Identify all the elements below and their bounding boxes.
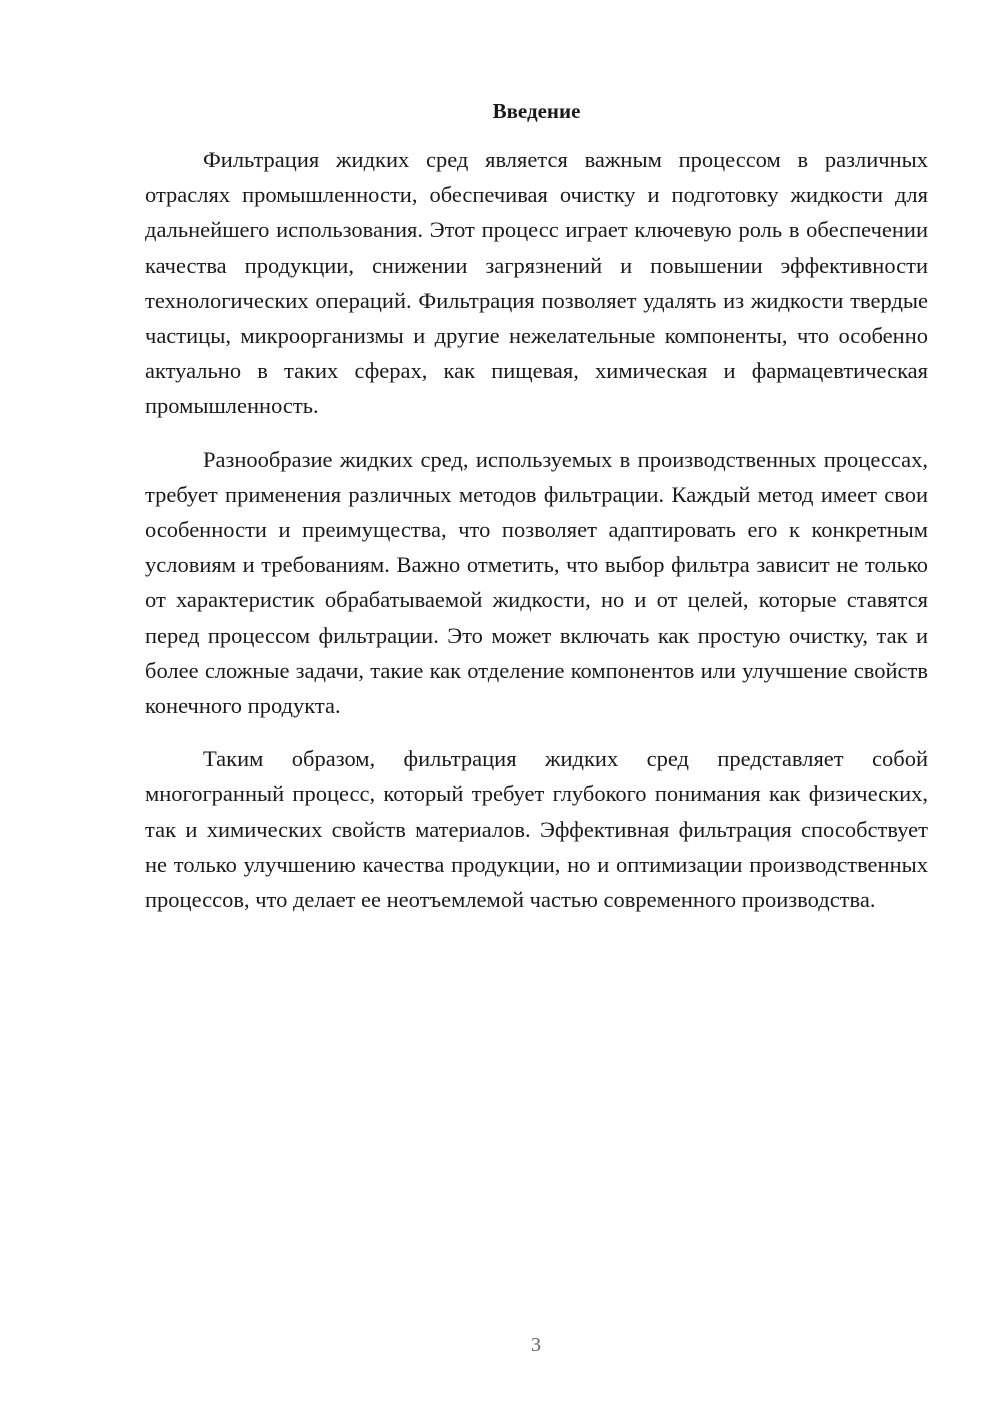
paragraph-2: Разнообразие жидких сред, используемых в производственных процессах, требует применения различных методов фильтрации. Каждый метод имеет свои особенности и преимущества, что позволяет адаптировать его к конкретным условиям и требованиям. Важно отметить, что выбор фильтра зависит не только от характеристик обрабатываемой жидкости, но и от целей, которые ставятся перед процессом фильтрации. Это может включать как простую очистку, так и более сложные задачи, такие как отделение компонентов или улучшение свойств конечного продукта.: [145, 446, 928, 719]
paragraph-3: Таким образом, фильтрация жидких сред представляет собой многогранный процесс, который требует глубокого понимания как физических, так и химических свойств материалов. Эффективная фильтрация способствует не только улучшению качества продукции, но и оптимизации производственных процессов, что делает ее неотъемлемой частью современного производства.: [145, 746, 928, 913]
page-number: 3: [531, 1334, 541, 1356]
paragraph-1: Фильтрация жидких сред является важным процессом в различных отраслях промышленности, обеспечивая очистку и подготовку жидкости для дальнейшего использования. Этот процесс играет ключевую роль в обеспечении качества продукции, снижении загрязнений и повышении эффективности технологических операций. Фильтрация позволяет удалять из жидкости твердые частицы, микроорганизмы и другие нежелательные компоненты, что особенно актуально в таких сферах, как пищевая, химическая и фармацевтическая промышленность.: [145, 147, 928, 419]
section-heading: Введение: [492, 99, 581, 123]
body-text: [145, 142, 928, 935]
